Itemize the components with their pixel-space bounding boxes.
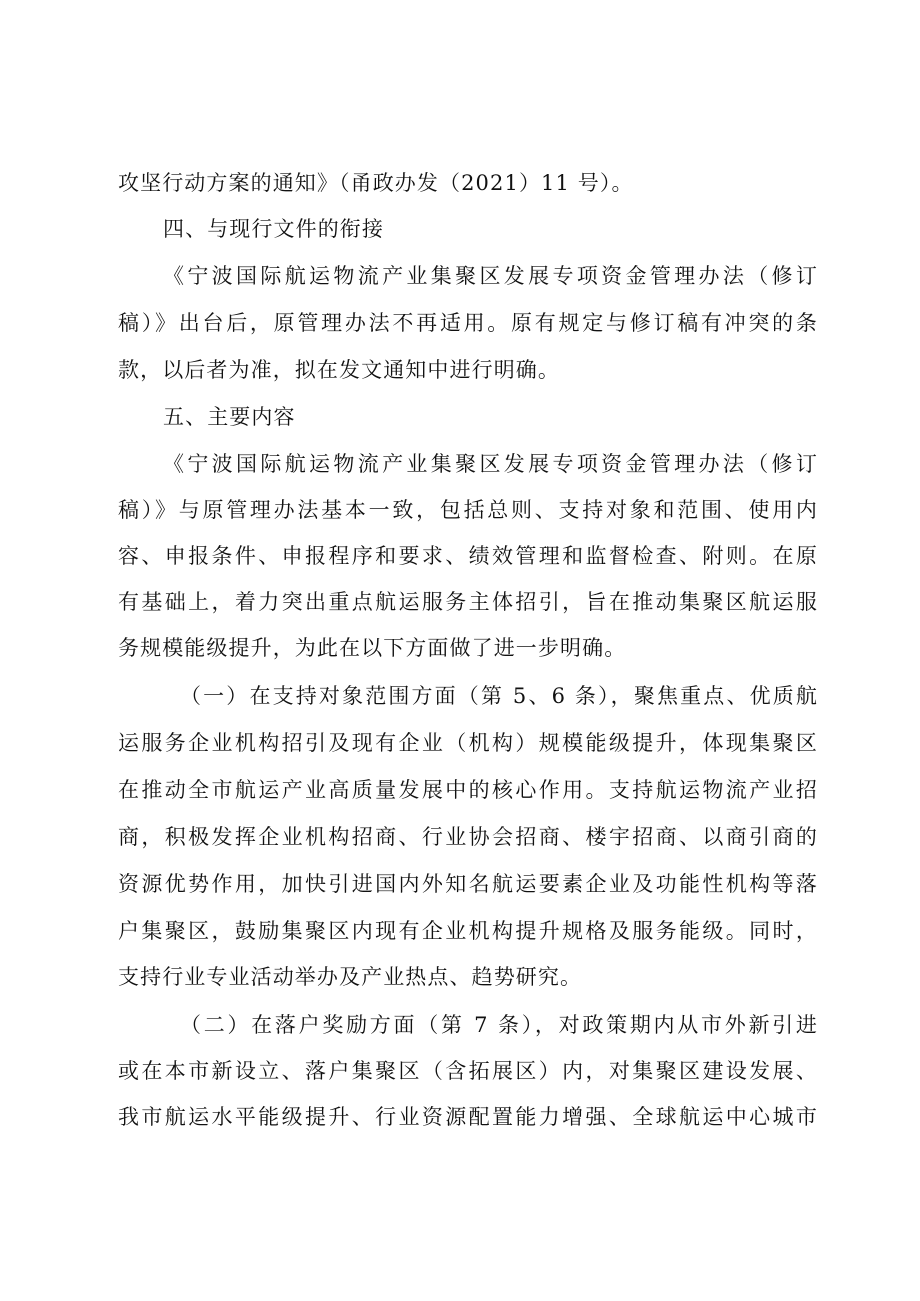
text-line: 商，积极发挥企业机构招商、行业协会招商、楼宇招商、以商引商的 (118, 825, 818, 849)
text-line: 《宁波国际航运物流产业集聚区发展专项资金管理办法（修订 (163, 452, 818, 476)
text-line: 或在本市新设立、落户集聚区（含拓展区）内，对集聚区建设发展、 (118, 1059, 818, 1083)
text-line: 务规模能级提升，为此在以下方面做了进一步明确。 (118, 636, 627, 660)
text-line: 稿）》与原管理办法基本一致，包括总则、支持对象和范围、使用内 (118, 498, 818, 522)
section-heading-4: 四、与现行文件的衔接 (163, 217, 384, 241)
text-line: （二）在落户奖励方面（第 7 条），对政策期内从市外新引进 (180, 1013, 818, 1037)
text-line: 资源优势作用，加快引进国内外知名航运要素企业及功能性机构等落 (118, 872, 818, 896)
text-line: 攻坚行动方案的通知》（甬政办发（2021）11 号）。 (118, 171, 634, 195)
text-line: 《宁波国际航运物流产业集聚区发展专项资金管理办法（修订 (163, 264, 818, 288)
text-line: （一）在支持对象范围方面（第 5、6 条），聚焦重点、优质航 (180, 684, 818, 708)
text-line: 容、申报条件、申报程序和要求、绩效管理和监督检查、附则。在原 (118, 544, 818, 568)
text-line: 稿）》出台后，原管理办法不再适用。原有规定与修订稿有冲突的条 (118, 311, 818, 335)
text-line: 我市航运水平能级提升、行业资源配置能力增强、全球航运中心城市 (118, 1105, 818, 1129)
text-line: 运服务企业机构招引及现有企业（机构）规模能级提升，体现集聚区 (118, 731, 818, 755)
text-line: 在推动全市航运产业高质量发展中的核心作用。支持航运物流产业招 (118, 778, 818, 802)
text-line: 款，以后者为准，拟在发文通知中进行明确。 (118, 358, 560, 382)
section-heading-5: 五、主要内容 (163, 405, 296, 429)
text-line: 支持行业专业活动举办及产业热点、趋势研究。 (118, 965, 583, 989)
text-line: 户集聚区，鼓励集聚区内现有企业机构提升规格及服务能级。同时， (118, 919, 818, 943)
text-line: 有基础上，着力突出重点航运服务主体招引，旨在推动集聚区航运服 (118, 590, 818, 614)
